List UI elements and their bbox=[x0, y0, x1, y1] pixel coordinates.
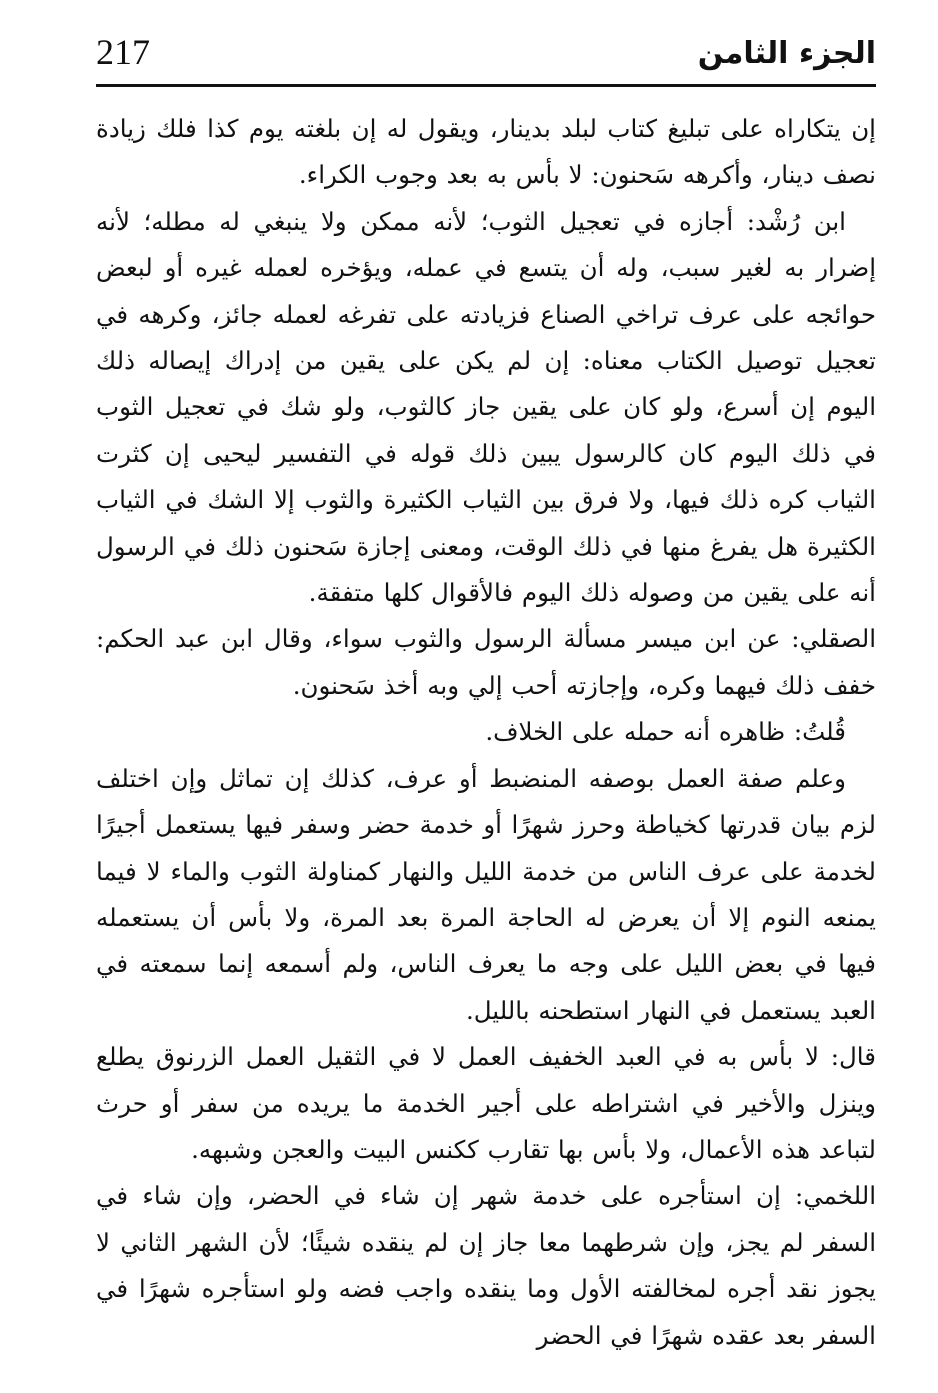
paragraph: قال: لا بأس به في العبد الخفيف العمل لا في الثقيل العمل الزرنوق يطلع وينزل والأخير في اشتراطه على أجير الخدمة ما يريده من سفر أو حرث لتباعد هذه الأعمال، ولا بأس بها تقارب ككنس البيت والعجن وشبهه. bbox=[96, 1042, 876, 1164]
paragraph: وعلم صفة العمل بوصفه المنضبط أو عرف، كذلك إن تماثل وإن اختلف لزم بيان قدرتها كخياطة وحرز شهرًا أو خدمة حضر وسفر فيها يستعمل أجيرًا لخدمة على عرف الناس من خدمة الليل والنهار كمناولة الثوب والماء لا فيما يمنعه النوم إلا أن يعرض له الحاجة المرة بعد المرة، ولا بأس أن يستعمله فيها في بعض الليل على وجه ما يعرف الناس، ولم أسمعه إنما سمعته في العبد يستعمل في النهار استطحنه بالليل. bbox=[96, 763, 876, 1025]
header-divider bbox=[96, 84, 876, 87]
running-title: الجزء الثامن bbox=[697, 36, 876, 71]
paragraph: إن يتكاراه على تبليغ كتاب لبلد بدينار، ويقول له إن بلغته يوم كذا فلك زيادة نصف دينار، وأكرهه سَحنون: لا بأس به بعد وجوب الكراء. bbox=[96, 114, 876, 190]
paragraph: قُلتُ: ظاهره أنه حمله على الخلاف. bbox=[485, 717, 846, 747]
paragraph: ابن رُشْد: أجازه في تعجيل الثوب؛ لأنه ممكن ولا ينبغي له مطله؛ لأنه إضرار به لغير سبب، وله أن يتسع في عمله، ويؤخره لعمله غيره أو لبعض حوائجه على عرف تراخي الصناع فزيادته على تفرغه لعمله جائز، وكرهه في تعجيل توصيل الكتاب معناه: إن لم يكن على يقين من إدراك إيصاله ذلك اليوم إن أسرع، ولو كان على يقين جاز كالثوب، ولو شك في تعجيل الثوب في ذلك اليوم كان كالرسول يبين ذلك قوله في التفسير ليحيى إن كثرت الثياب كره ذلك فيها، ولا فرق بين الثياب الكثيرة والثوب إلا الشك في الثياب الكثيرة هل يفرغ منها في ذلك الوقت، ومعنى إجازة سَحنون ذلك في الرسول أنه على يقين من وصوله ذلك اليوم فالأقوال كلها متفقة. bbox=[96, 206, 876, 608]
paragraph: الصقلي: عن ابن ميسر مسألة الرسول والثوب سواء، وقال ابن عبد الحكم: خفف ذلك فيهما وكره، وإجازته أحب إلي وبه أخذ سَحنون. bbox=[96, 624, 876, 700]
page-number: 217 bbox=[96, 32, 150, 72]
paragraph: اللخمي: إن استأجره على خدمة شهر إن شاء في الحضر، وإن شاء في السفر لم يجز، وإن شرطهما معا جاز إن لم ينقده شيئًا؛ لأن الشهر الثاني لا يجوز نقد أجره لمخالفته الأول وما ينقده واجب فضه ولو استأجره شهرًا في السفر بعد عقده شهرًا في الحضر bbox=[96, 1181, 876, 1350]
page-header bbox=[96, 18, 876, 80]
body-text bbox=[96, 106, 876, 1359]
